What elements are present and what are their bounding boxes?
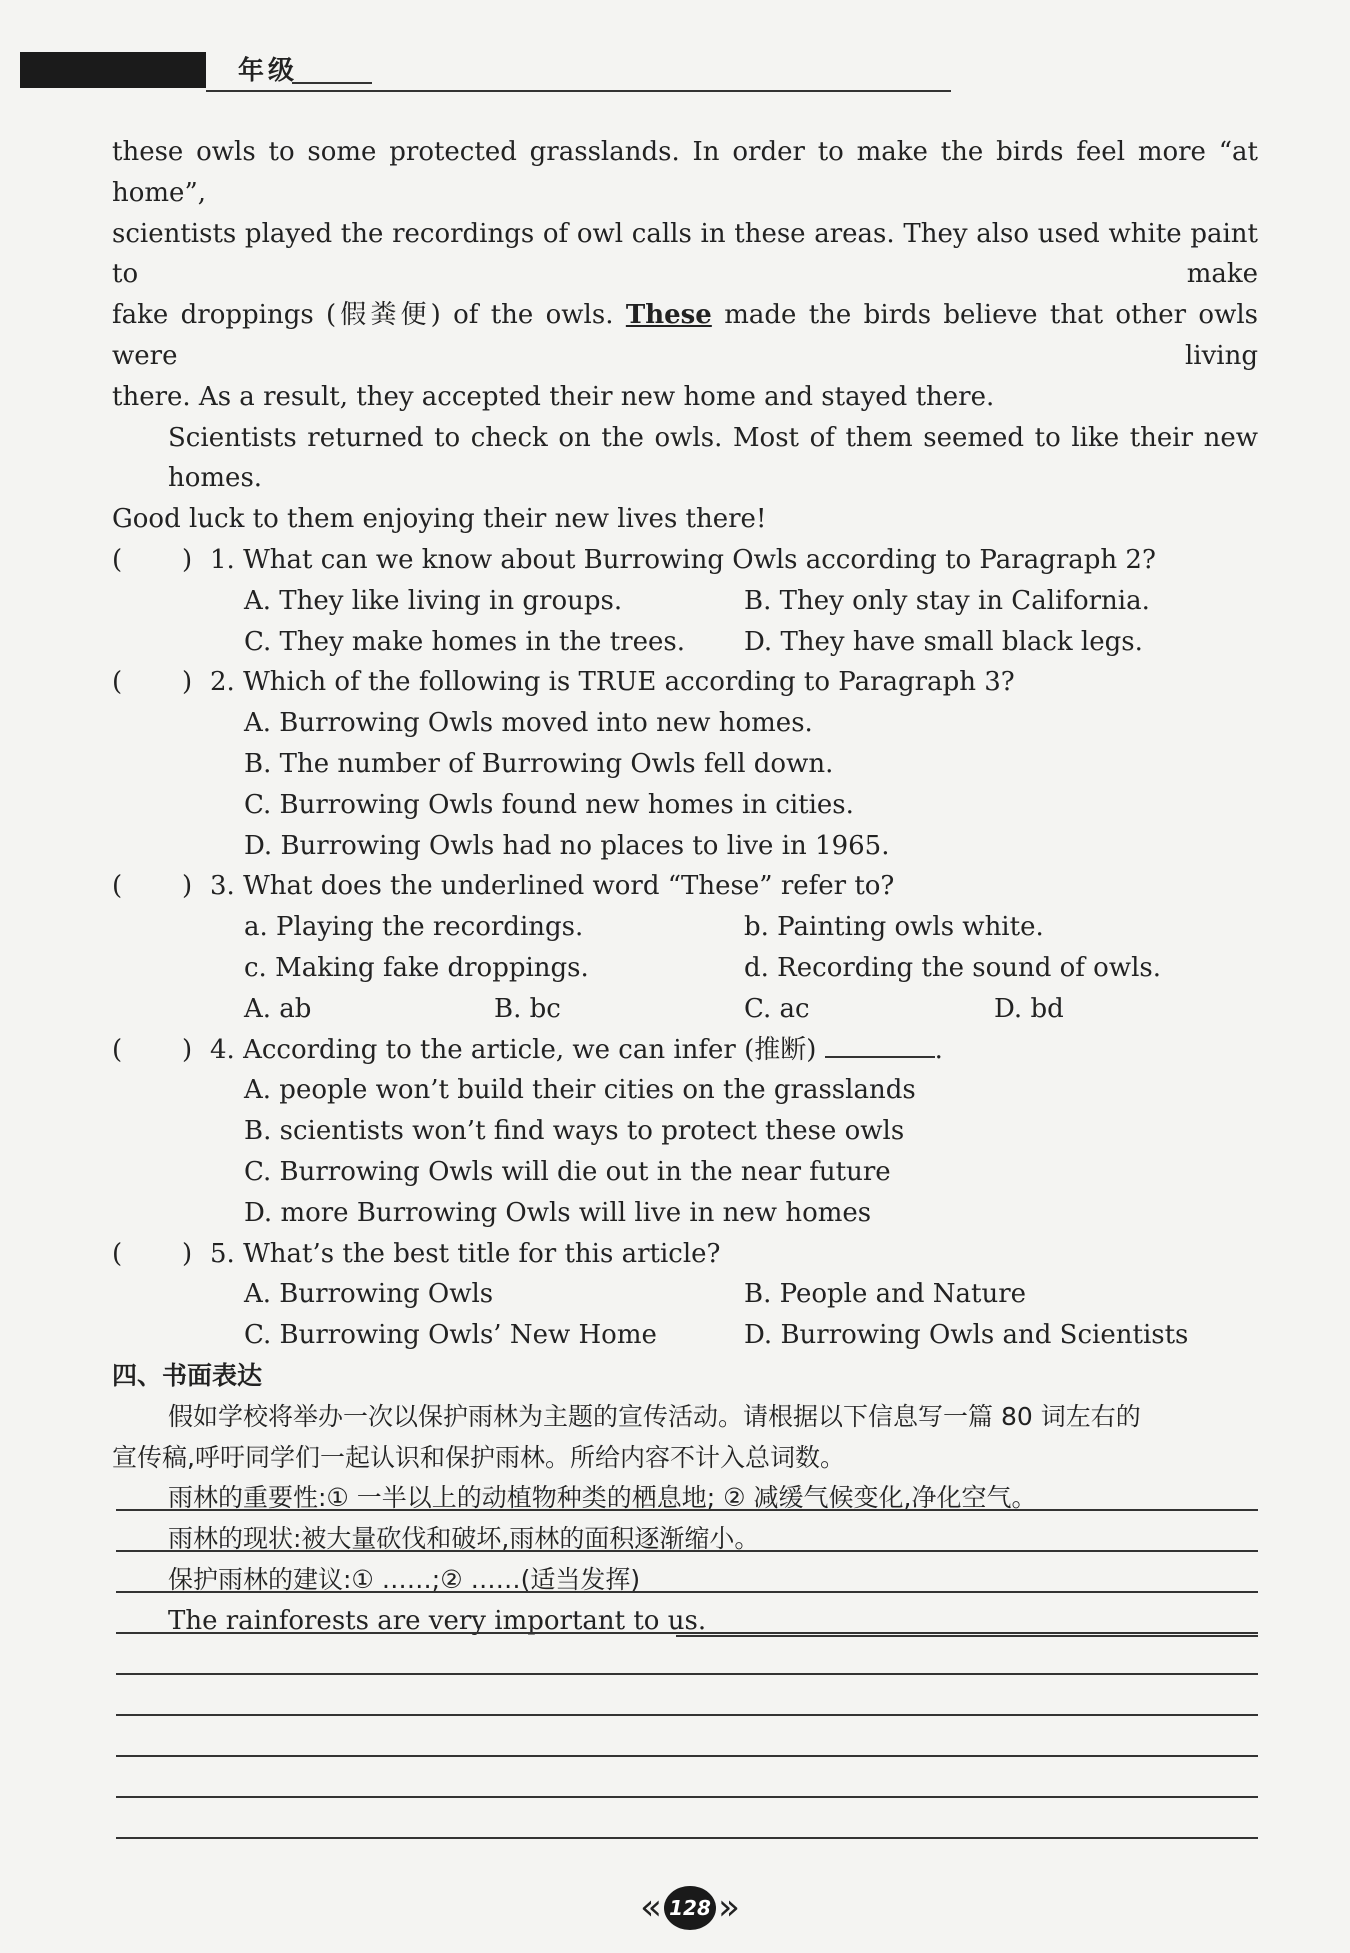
options-row <box>112 1111 1258 1152</box>
question-text: What can we know about Burrowing Owls according to Paragraph 2? <box>243 544 1156 575</box>
start-sentence: The rainforests are very important to us. <box>168 1605 707 1636</box>
writing-line[interactable] <box>116 1796 1258 1798</box>
option-c: C. Burrowing Owls’ New Home <box>244 1320 657 1351</box>
question-3 <box>112 866 1258 907</box>
answer-paren-close: ) <box>182 667 193 698</box>
writing-line[interactable] <box>676 1635 1258 1637</box>
answer-paren-open: ( <box>112 1034 123 1065</box>
options-row <box>112 1070 1258 1111</box>
writing-line[interactable] <box>116 1714 1258 1716</box>
option-d: D. They have small black legs. <box>744 626 1143 657</box>
sub-option-a: a. Playing the recordings. <box>244 912 584 943</box>
sub-options-row <box>112 907 1258 948</box>
header-rule <box>206 90 951 92</box>
options-row <box>112 622 1258 663</box>
grade-label: 年级 <box>238 56 299 86</box>
writing-line[interactable] <box>116 1509 1258 1511</box>
option-b: B. scientists won’t find ways to protect these owls <box>244 1116 905 1147</box>
answer-paren-open: ( <box>112 544 123 575</box>
options-row <box>112 581 1258 622</box>
option-b: B. The number of Burrowing Owls fell down. <box>244 748 834 779</box>
answer-paren-open: ( <box>112 871 123 902</box>
options-row <box>112 1152 1258 1193</box>
writing-line[interactable] <box>116 1673 1258 1675</box>
option-a: A. Burrowing Owls <box>244 1279 494 1310</box>
passage-line: scientists played the recordings of owl calls in these areas. They also used white paint to make <box>112 218 1258 290</box>
options-row <box>112 744 1258 785</box>
question-4 <box>112 1030 1258 1071</box>
question-text: What does the underlined word “These” refer to? <box>243 871 895 902</box>
chevron-left-icon: « <box>640 1887 663 1928</box>
question-number: 4. <box>210 1034 235 1065</box>
question-text: Which of the following is TRUE according to Paragraph 3? <box>243 667 1015 698</box>
grade-blank <box>292 82 372 84</box>
page-number-badge <box>640 1880 740 1940</box>
main-content <box>112 132 1258 1641</box>
page-number: 128 <box>664 1886 716 1930</box>
option-b: B. People and Nature <box>744 1279 1027 1310</box>
passage-line <box>112 295 1258 377</box>
passage-fragment: made the birds believe that other owls were living <box>112 300 1258 371</box>
sub-option-d: d. Recording the sound of owls. <box>744 952 1162 983</box>
question-text: What’s the best title for this article? <box>243 1238 721 1269</box>
question-number: 1. <box>210 544 235 575</box>
options-row <box>112 703 1258 744</box>
passage-line: there. As a result, they accepted their new home and stayed there. <box>112 381 995 412</box>
option-d: D. Burrowing Owls had no places to live in 1965. <box>244 830 890 861</box>
option-c: C. They make homes in the trees. <box>244 626 685 657</box>
question-number: 3. <box>210 871 235 902</box>
option-c: C. Burrowing Owls will die out in the near future <box>244 1156 891 1187</box>
writing-point: 保护雨林的建议:① ……;② ……(适当发挥) <box>168 1564 641 1594</box>
question-text: According to the article, we can infer (推断) <box>243 1034 817 1065</box>
fake-droppings-text: fake droppings (假粪便) <box>112 300 441 331</box>
header-bar <box>20 52 206 88</box>
sub-option-c: c. Making fake droppings. <box>244 952 589 983</box>
answer-paren-close: ) <box>182 544 193 575</box>
option-d: D. bd <box>994 993 1064 1024</box>
question-5 <box>112 1234 1258 1275</box>
options-row <box>112 989 1258 1030</box>
options-row <box>112 1315 1258 1356</box>
options-row <box>112 826 1258 867</box>
question-2 <box>112 662 1258 703</box>
writing-line[interactable] <box>116 1755 1258 1757</box>
option-a: A. Burrowing Owls moved into new homes. <box>244 708 813 739</box>
answer-paren-open: ( <box>112 667 123 698</box>
writing-point: 雨林的重要性:① 一半以上的动植物种类的栖息地; ② 减缓气候变化,净化空气。 <box>168 1483 1037 1513</box>
option-a: A. They like living in groups. <box>244 585 623 616</box>
writing-prompt: 宣传稿,呼吁同学们一起认识和保护雨林。所给内容不计入总词数。 <box>112 1442 845 1472</box>
question-number: 2. <box>210 667 235 698</box>
underlined-word-these: These <box>625 300 712 331</box>
answer-paren-close: ) <box>182 1238 193 1269</box>
chevron-right-icon: » <box>718 1887 741 1928</box>
options-row <box>112 785 1258 826</box>
option-b: B. They only stay in California. <box>744 585 1150 616</box>
option-a: A. ab <box>244 993 312 1024</box>
question-number: 5. <box>210 1238 235 1269</box>
writing-start <box>112 1601 1258 1642</box>
sub-option-b: b. Painting owls white. <box>744 912 1044 943</box>
writing-line[interactable] <box>116 1837 1258 1839</box>
section-title: 四、书面表达 <box>112 1360 263 1390</box>
options-row <box>112 1274 1258 1315</box>
option-d: D. Burrowing Owls and Scientists <box>744 1320 1189 1351</box>
answer-paren-close: ) <box>182 871 193 902</box>
option-c: C. Burrowing Owls found new homes in cities. <box>244 789 854 820</box>
option-c: C. ac <box>744 993 810 1024</box>
passage-fragment: of the owls. <box>453 300 614 331</box>
option-d: D. more Burrowing Owls will live in new homes <box>244 1197 872 1228</box>
writing-line[interactable] <box>116 1591 1258 1593</box>
sub-options-row <box>112 948 1258 989</box>
passage-line: these owls to some protected grasslands. In order to make the birds feel more “at home”, <box>112 137 1258 208</box>
option-a: A. people won’t build their cities on the grasslands <box>244 1075 916 1106</box>
writing-point: 雨林的现状:被大量砍伐和破坏,雨林的面积逐渐缩小。 <box>168 1524 760 1554</box>
question-1 <box>112 540 1258 581</box>
passage-line: Scientists returned to check on the owls. Most of them seemed to like their new homes. <box>168 422 1258 494</box>
writing-line[interactable] <box>116 1550 1258 1552</box>
answer-paren-close: ) <box>182 1034 193 1065</box>
blank-period: . <box>934 1034 943 1065</box>
options-row <box>112 1193 1258 1234</box>
passage-line: Good luck to them enjoying their new lives there! <box>112 504 767 535</box>
fill-blank <box>825 1032 935 1058</box>
writing-line[interactable] <box>116 1632 1258 1634</box>
answer-paren-open: ( <box>112 1238 123 1269</box>
option-b: B. bc <box>494 993 561 1024</box>
writing-prompt: 假如学校将举办一次以保护雨林为主题的宣传活动。请根据以下信息写一篇 80 词左右的 <box>168 1401 1141 1431</box>
